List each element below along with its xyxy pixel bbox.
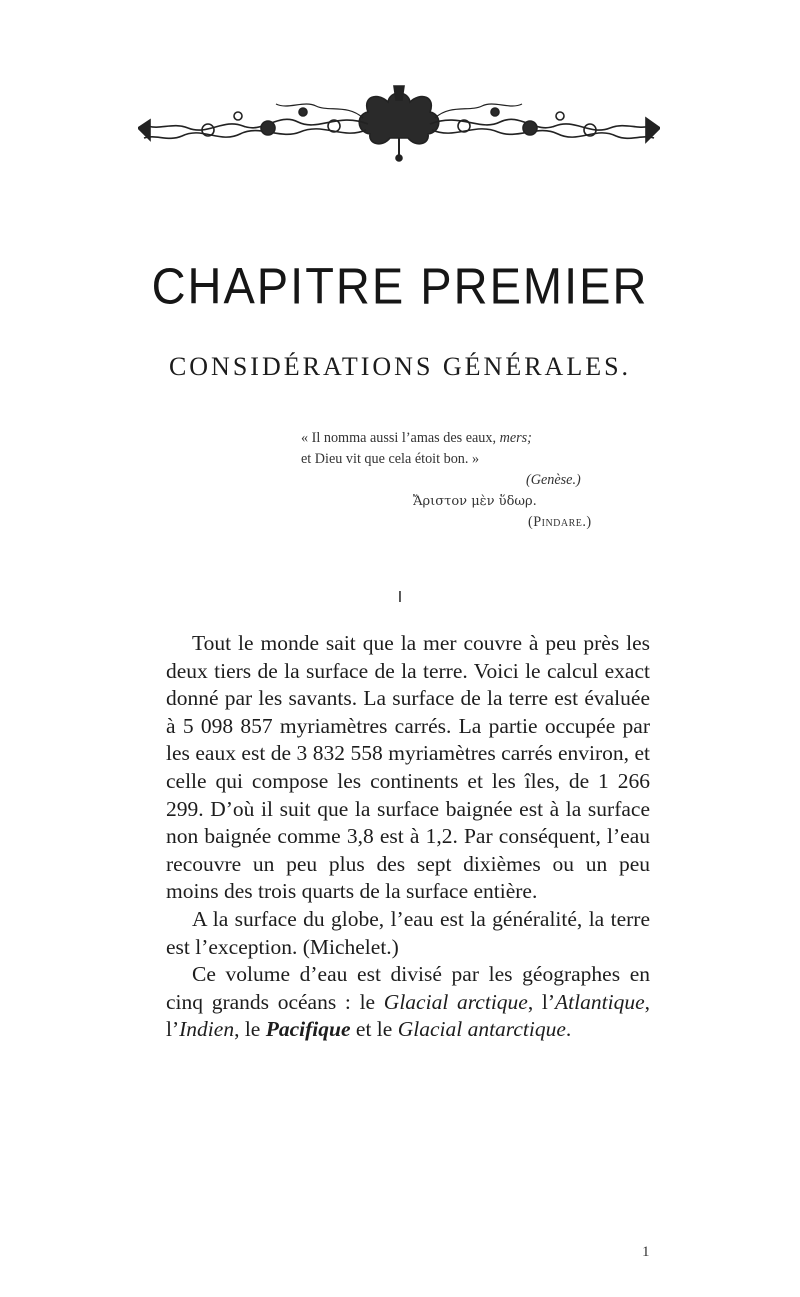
paragraph-1: Tout le monde sait que la mer couvre à peu près les deux tiers de la surface de la terre. Voici le calcul exact donné par les savants. La surface de la terre est évaluée à 5 098 857 myriamètres carrés. La partie occupée par les eaux est de 3 832 558 myriamètres carrés environ, et celle qui compose les continents et les îles, de 1 266 299. D’où il suit que la surface baignée est à la surface non baignée comme 3,8 est à 1,2. Par conséquent, l’eau recouvre un peu plus des sept dixièmes ou un peu moins des trois quarts de la surface entière. <box>166 631 650 904</box>
epigraph-quote-start: « Il nomma aussi l’amas des eaux, <box>301 430 500 446</box>
epigraph-italic-word: mers; <box>499 430 532 446</box>
paragraph-3-sep-1: , l’ <box>527 989 556 1014</box>
body-text <box>166 630 650 1044</box>
epigraph-source-genese: (Genèse.) <box>526 472 581 488</box>
ocean-atlantique: Atlantique <box>555 989 645 1014</box>
paragraph-3-end: . <box>565 1017 572 1042</box>
epigraph-line-2: et Dieu vit que cela étoit bon. » <box>301 451 480 467</box>
paragraph-3-sep-4: et le <box>350 1017 398 1042</box>
epigraph-source-pindare: (Pindare.) <box>528 514 592 530</box>
epigraph <box>301 428 663 533</box>
ocean-pacifique: Pacifique <box>265 1017 351 1042</box>
section-number: I <box>397 589 403 606</box>
paragraph-2: A la surface du globe, l’eau est la généralité, la terre est l’exception. (Michelet.) <box>166 906 650 959</box>
epigraph-greek-quote: Ἄριστον μὲν ὕδωρ. <box>413 494 537 509</box>
ocean-indien: Indien <box>179 1017 235 1042</box>
epigraph-line-1 <box>301 428 663 449</box>
signature-mark: 1 <box>642 1244 650 1260</box>
ocean-glacial-arctique: Glacial arctique <box>383 989 528 1014</box>
chapter-subtitle: CONSIDÉRATIONS GÉNÉRALES. <box>168 352 632 381</box>
paragraph-3 <box>166 961 650 1044</box>
paragraph-3-sep-3: , le <box>234 1017 266 1042</box>
ocean-glacial-antarctique: Glacial antarctique <box>397 1017 566 1042</box>
decorative-headpiece-ornament <box>138 82 660 162</box>
paragraph-3-sep-2: , l’ <box>166 989 650 1042</box>
paragraph-3-start: Ce volume d’eau est divisé par les géographes en cinq grands océans : le <box>166 962 650 1014</box>
chapter-title: CHAPITRE PREMIER <box>151 256 649 315</box>
